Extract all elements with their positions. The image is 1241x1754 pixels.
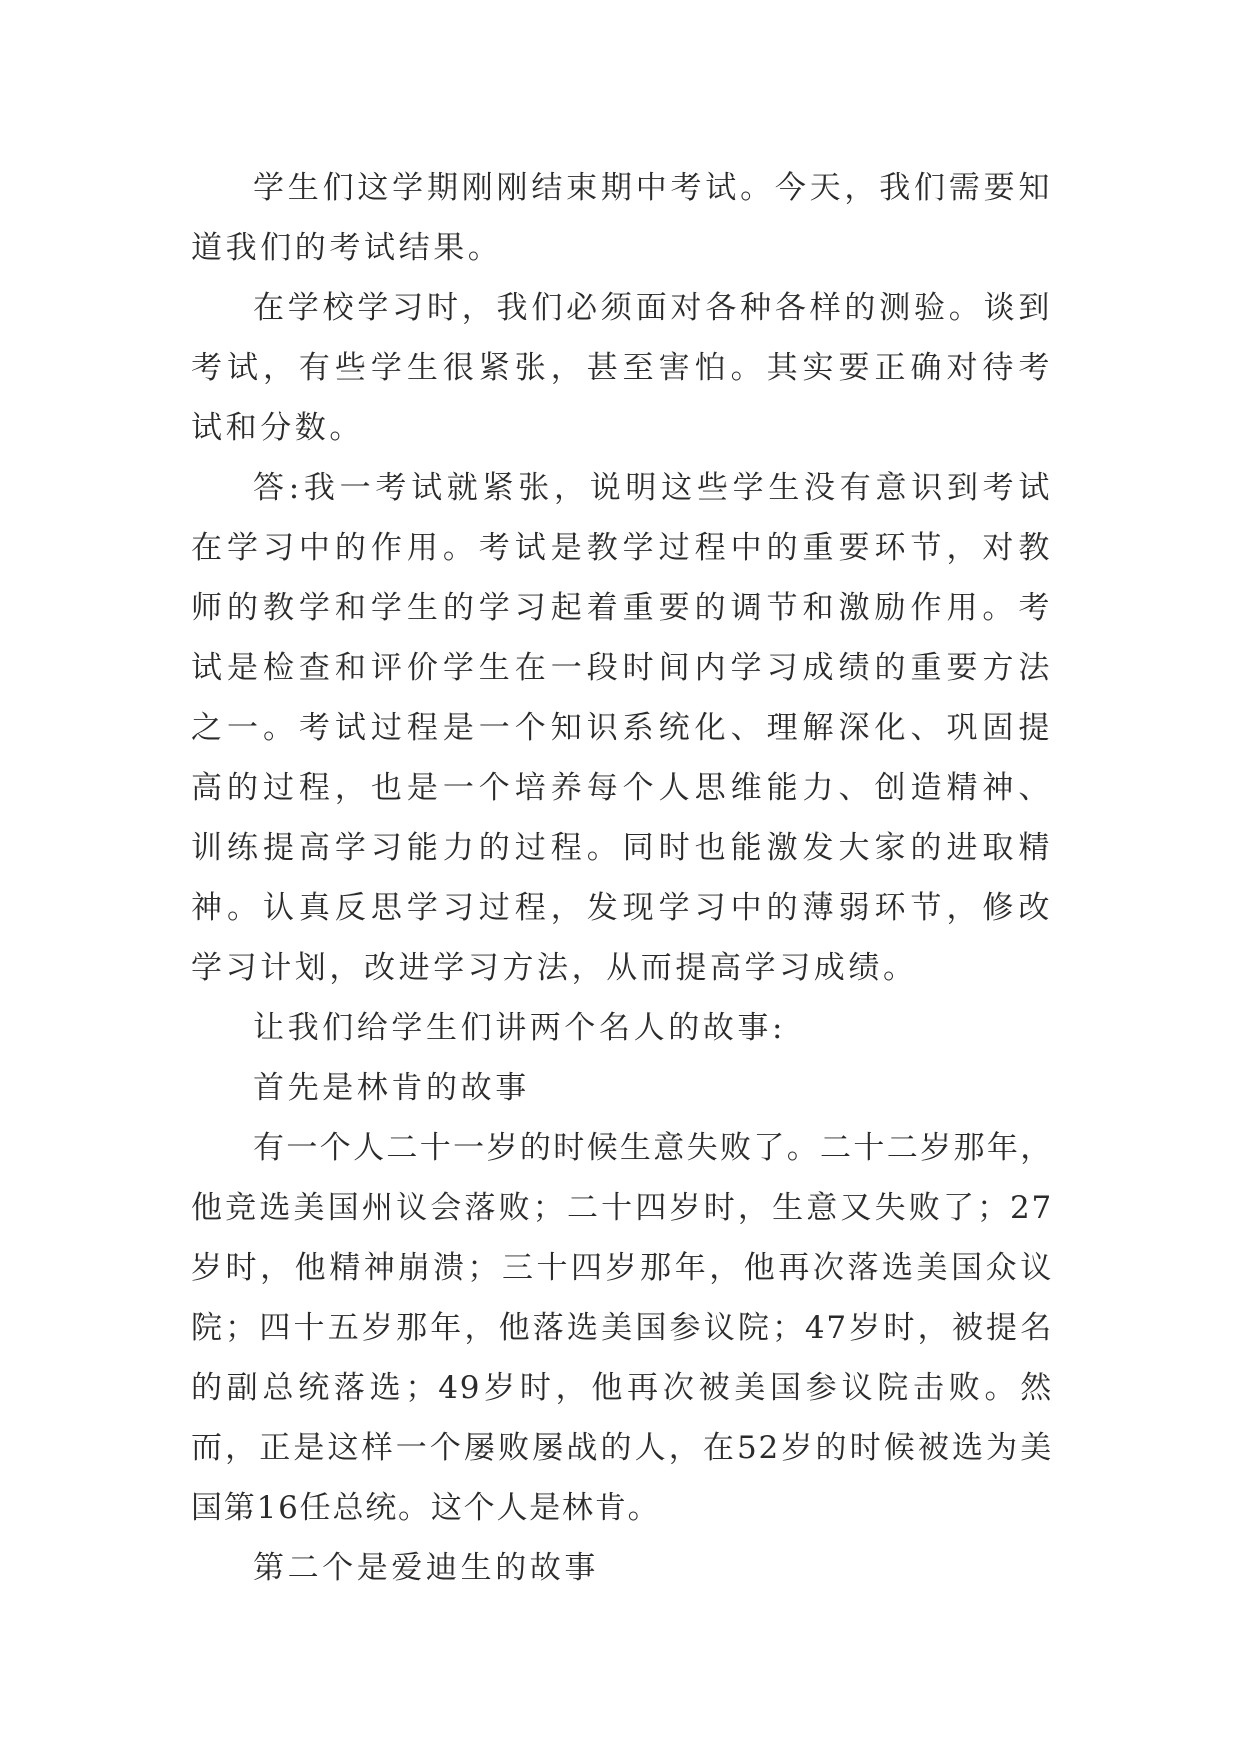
paragraph-lincoln-heading: 首先是林肯的故事 [253,1070,530,1106]
paragraph-lincoln-story: 有一个人二十一岁的时候生意失败了。二十二岁那年，他竞选美国州议会落败；二十四岁时，生意又失败了；27岁时，他精神崩溃；三十四岁那年，他再次落选美国众议院；四十五岁那年，他落选美国参议院；47岁时，被提名的副总统落选；49岁时，他再次被美国参议院击败。然而，正是这样一个屡败屡战的人，在52岁的时候被选为美国第16任总统。这个人是林肯。 [191,1130,1053,1526]
paragraph-face-exams: 在学校学习时，我们必须面对各种各样的测验。谈到考试，有些学生很紧张，甚至害怕。其实要正确对待考试和分数。 [191,290,1053,446]
paragraph-two-stories-intro: 让我们给学生们讲两个名人的故事: [253,1010,787,1046]
paragraph-answer: 答:我一考试就紧张，说明这些学生没有意识到考试在学习中的作用。考试是教学过程中的重要环节，对教师的教学和学生的学习起着重要的调节和激励作用。考试是检查和评价学生在一段时间内学习成绩的重要方法之一。考试过程是一个知识系统化、理解深化、巩固提高的过程，也是一个培养每个人思维能力、创造精神、训练提高学习能力的过程。同时也能激发大家的进取精神。认真反思学习过程，发现学习中的薄弱环节，修改学习计划，改进学习方法，从而提高学习成绩。 [191,470,1053,986]
paragraph-edison-heading: 第二个是爱迪生的故事 [253,1550,599,1586]
document-body [191,158,1053,1598]
paragraph-exam-finished: 学生们这学期刚刚结束期中考试。今天，我们需要知道我们的考试结果。 [191,170,1053,266]
